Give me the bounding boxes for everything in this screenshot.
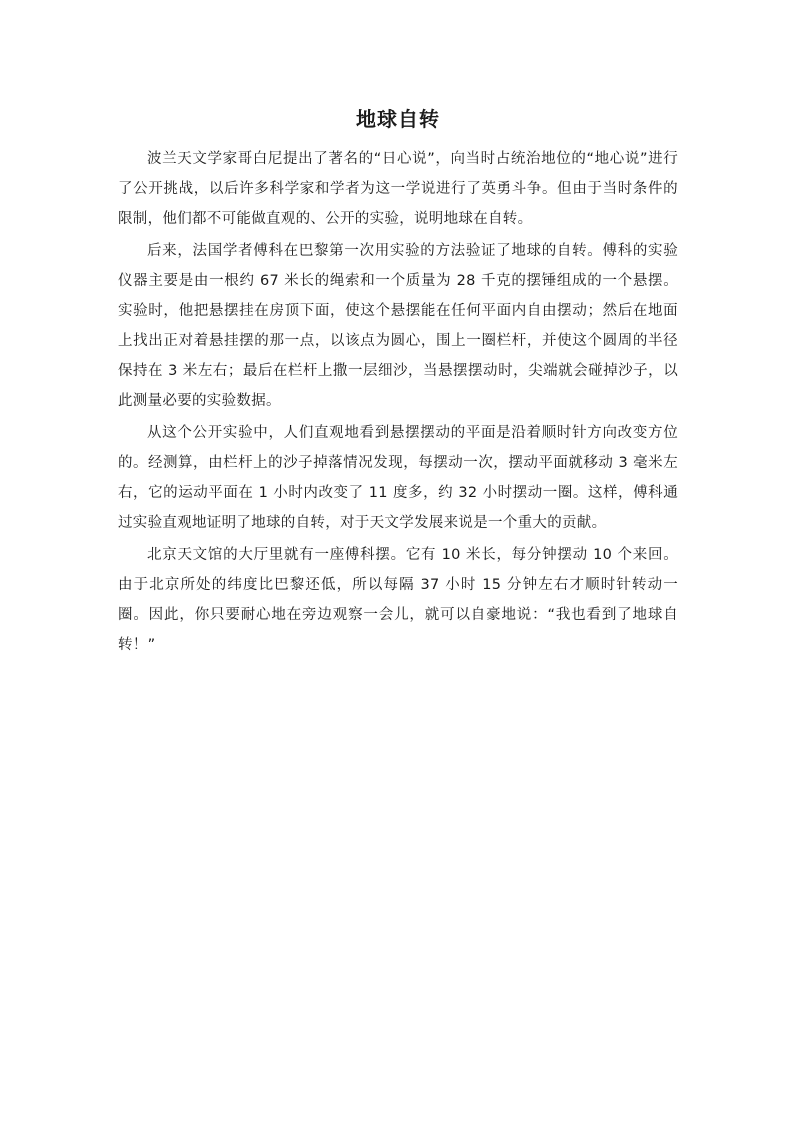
page-title: 地球自转: [356, 107, 440, 131]
paragraph-1: 波兰天文学家哥白尼提出了著名的“日心说”，向当时占统治地位的“地心说”进行了公开挑战，以后许多科学家和学者为这一学说进行了英勇斗争。但由于当时条件的限制，他们都不可能做直观的、公开的实验，说明地球在自转。: [118, 151, 678, 227]
paragraph-4: 北京天文馆的大厅里就有一座傅科摆。它有 10 米长，每分钟摆动 10 个来回。由于北京所处的纬度比巴黎还低，所以每隔 37 小时 15 分钟左右才顺时针转动一圈。因此，你只要耐心地在旁边观察一会儿，就可以自豪地说：“我也看到了地球自转！”: [118, 547, 678, 653]
document-page: [118, 103, 678, 662]
paragraph-3: 从这个公开实验中，人们直观地看到悬摆摆动的平面是沿着顺时针方向改变方位的。经测算，由栏杆上的沙子掉落情况发现，每摆动一次，摆动平面就移动 3 毫米左右，它的运动平面在 1 小时内改变了 11 度多，约 32 小时摆动一圈。这样，傅科通过实验直观地证明了地球的自转，对于天文学发展来说是一个重大的贡献。: [118, 425, 678, 531]
paragraph-2: 后来，法国学者傅科在巴黎第一次用实验的方法验证了地球的自转。傅科的实验仪器主要是由一根约 67 米长的绳索和一个质量为 28 千克的摆锤组成的一个悬摆。实验时，他把悬摆挂在房顶下面，使这个悬摆能在任何平面内自由摆动；然后在地面上找出正对着悬挂摆的那一点，以该点为圆心，围上一圈栏杆，并使这个圆周的半径保持在 3 米左右；最后在栏杆上撒一层细沙，当悬摆摆动时，尖端就会碰掉沙子，以此测量必要的实验数据。: [118, 243, 678, 409]
